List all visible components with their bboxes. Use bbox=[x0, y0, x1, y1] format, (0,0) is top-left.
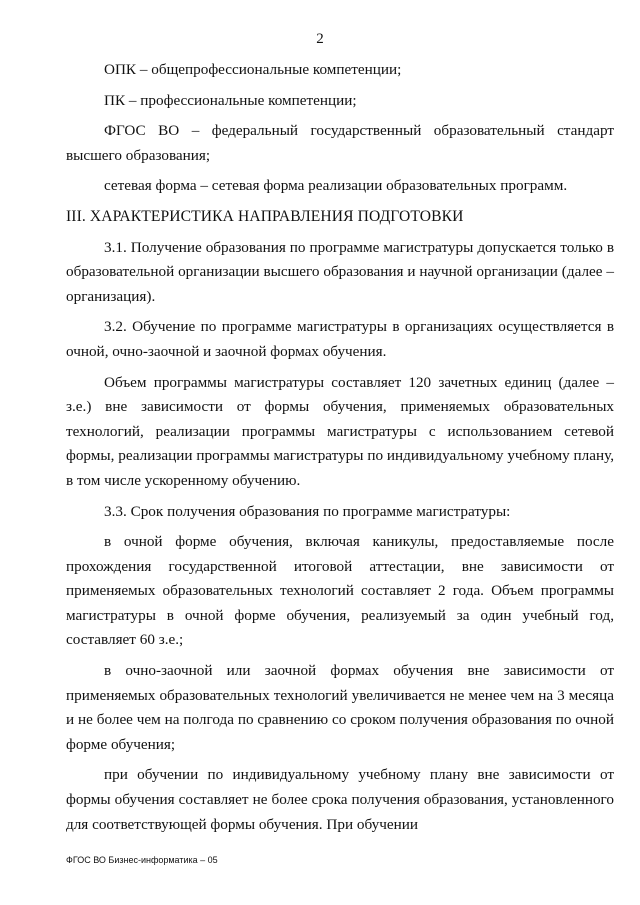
abbreviation-opk: ОПК – общепрофессиональные компетенции; bbox=[104, 61, 402, 78]
document-footer: ФГОС ВО Бизнес-информатика – 05 bbox=[66, 855, 218, 865]
paragraph-individual-plan: при обучении по индивидуальному учебному плану вне зависимости от формы обучения составляет не более срока получения образования, установленного для соответствующей формы обучения. При обучении bbox=[66, 766, 614, 833]
page-number: 2 bbox=[316, 31, 324, 47]
abbreviation-fgos: ФГОС ВО – федеральный государственный образовательный стандарт высшего образования; bbox=[66, 122, 614, 164]
paragraph-volume: Объем программы магистратуры составляет 120 зачетных единиц (далее – з.е.) вне зависимости от формы обучения, применяемых образовательных технологий, реализации программы магистратуры с использованием сетевой формы, реализации программы магистратуры по индивидуальному учебному плану, в том числе ускоренному обучению. bbox=[66, 373, 614, 489]
abbreviation-pk: ПК – профессиональные компетенции; bbox=[104, 91, 357, 109]
paragraph-3-1: 3.1. Получение образования по программе магистратуры допускается только в образовательной организации высшего образования и научной организации (далее – организация). bbox=[66, 238, 614, 305]
paragraph-part-time: в очно-заочной или заочной формах обучения вне зависимости от применяемых образовательных технологий увеличивается не менее чем на 3 месяца и не более чем на полгода по сравнению со сроком получения образования по очной форме обучения; bbox=[66, 662, 614, 753]
section-heading: III. ХАРАКТЕРИСТИКА НАПРАВЛЕНИЯ ПОДГОТОВКИ bbox=[66, 207, 464, 225]
paragraph-3-3: 3.3. Срок получения образования по программе магистратуры: bbox=[104, 502, 511, 520]
abbreviation-network-form: сетевая форма – сетевая форма реализации образовательных программ. bbox=[104, 177, 568, 195]
document-body bbox=[66, 58, 614, 843]
paragraph-full-time: в очной форме обучения, включая каникулы, предоставляемые после прохождения государственной итоговой аттестации, вне зависимости от применяемых образовательных технологий составляет 2 года. Объем программы магистратуры в очной форме обучения, реализуемый за один учебный год, составляет 60 з.е.; bbox=[66, 533, 614, 649]
paragraph-3-2: 3.2. Обучение по программе магистратуры в организациях осуществляется в очной, очно-заочной и заочной формах обучения. bbox=[66, 318, 614, 360]
